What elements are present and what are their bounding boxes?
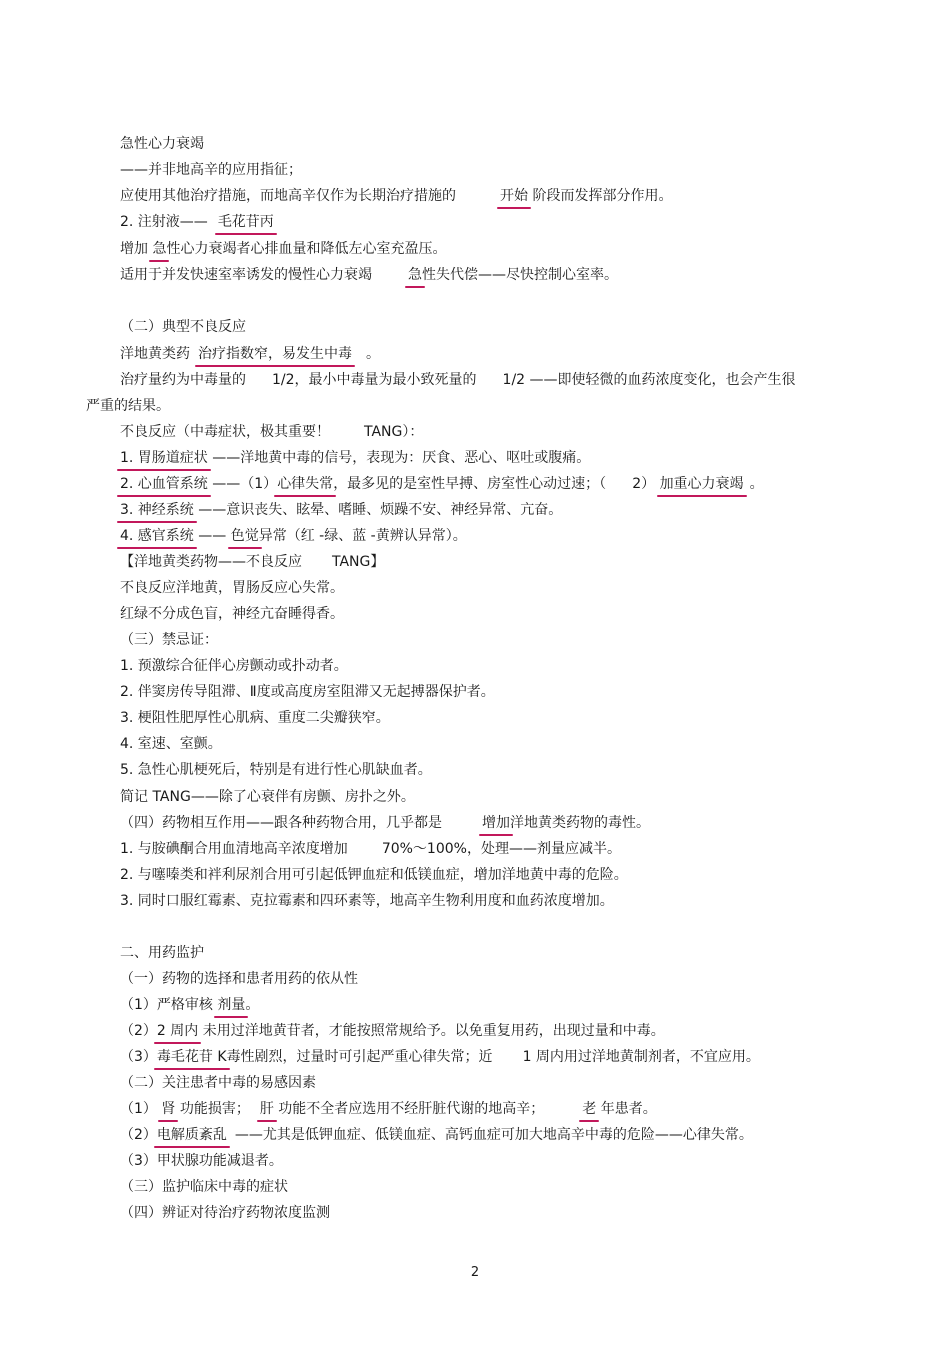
mnemonic-line: 红绿不分成色盲，神经亢奋睡得香。: [120, 606, 344, 622]
underlined-term: 毛花苷丙: [217, 214, 274, 230]
list-item: 4. 感官系统 —— 色觉异常（红 -绿、蓝 -黄辨认异常）。: [120, 528, 467, 544]
chapter-heading: 二、用药监护: [120, 945, 204, 961]
underlined-term: 2 周内: [156, 1023, 199, 1039]
list-item: （2）2 周内 未用过洋地黄苷者，才能按照常规给予。以免重复用药，出现过量和中毒。: [120, 1023, 665, 1039]
underlined-term: 4. 感官系统: [120, 528, 194, 544]
section-heading: （二）关注患者中毒的易感因素: [120, 1075, 316, 1091]
text-line: 治疗量约为中毒量的 1/2，最小中毒量为最小致死量的 1/2 ——即使轻微的血药浓度变化，也会产生很: [120, 372, 796, 388]
list-item: 3. 梗阻性肥厚性心肌病、重度二尖瓣狭窄。: [120, 710, 390, 726]
underlined-term: 色觉: [230, 528, 259, 544]
underlined-term: 1. 胃肠道症状: [120, 450, 208, 466]
section-heading: （一）药物的选择和患者用药的依从性: [120, 971, 358, 987]
list-item: 1. 胃肠道症状 ——洋地黄中毒的信号，表现为：厌食、恶心、呕吐或腹痛。: [120, 450, 591, 466]
underlined-term: 肾: [161, 1101, 176, 1117]
list-item: 1. 与胺碘酮合用血清地高辛浓度增加 70%～100%，处理——剂量应减半。: [120, 841, 621, 857]
underlined-term: 毒毛花苷 K: [156, 1049, 227, 1065]
mnemonic-line: 简记 TANG——除了心衰伴有房颤、房扑之外。: [120, 789, 415, 805]
list-item: 3. 同时口服红霉素、克拉霉素和四环素等，地高辛生物利用度和血药浓度增加。: [120, 893, 614, 909]
list-item: （3）毒毛花苷 K毒性剧烈，过量时可引起严重心律失常；近 1 周内用过洋地黄制剂者，不宜应用。: [120, 1049, 760, 1065]
section-heading: （四）辨证对待治疗药物浓度监测: [120, 1205, 330, 1221]
mnemonic-line: 不良反应洋地黄，胃肠反应心失常。: [120, 580, 344, 596]
underlined-term: 治疗指数窄，易发生中毒: [198, 346, 352, 362]
list-item: 4. 室速、室颤。: [120, 736, 222, 752]
underlined-term: 老: [582, 1101, 597, 1117]
section-heading: （四）药物相互作用——跟各种药物合用，几乎都是 增加洋地黄类药物的毒性。: [120, 815, 650, 831]
list-item: （3）甲状腺功能减退者。: [120, 1153, 283, 1169]
underlined-term: 开始: [500, 188, 528, 204]
text-line: 洋地黄类药 治疗指数窄，易发生中毒 。: [120, 346, 380, 362]
underlined-term: 肝: [259, 1101, 274, 1117]
list-item: （2）电解质紊乱 ——尤其是低钾血症、低镁血症、高钙血症可加大地高辛中毒的危险——心律失常。: [120, 1127, 753, 1143]
list-item: （1）严格审核 剂量。: [120, 997, 260, 1013]
text-line: 2. 注射液—— 毛花苷丙: [120, 214, 274, 230]
text-line: ——并非地高辛的应用指征；: [120, 162, 302, 178]
list-item: （1） 肾 功能损害； 肝 功能不全者应选用不经肝脏代谢的地高辛； 老 年患者。: [120, 1101, 657, 1117]
underlined-term: 2. 心血管系统: [120, 476, 208, 492]
text-line: 适用于并发快速室率诱发的慢性心力衰竭 急性失代偿——尽快控制心室率。: [120, 267, 618, 283]
mnemonic-heading: 【洋地黄类药物——不良反应 TANG】: [120, 554, 385, 570]
section-heading: （三）禁忌证：: [120, 632, 218, 648]
list-item: 2. 心血管系统 ——（1）心律失常，最多见的是室性早搏、房室性心动过速；（ 2） 加重心力衰竭 。: [120, 476, 764, 492]
section-title-acute-heart-failure: 急性心力衰竭: [120, 136, 204, 152]
list-item: 5. 急性心肌梗死后，特别是有进行性心肌缺血者。: [120, 762, 432, 778]
text-line: 不良反应（中毒症状，极其重要！ TANG）：: [120, 424, 424, 440]
page-number: 2: [470, 1265, 480, 1280]
underlined-term: 心律失常: [277, 476, 334, 492]
underlined-term: 剂量: [217, 997, 246, 1013]
list-item: 3. 神经系统 ——意识丧失、眩晕、嗜睡、烦躁不安、神经异常、亢奋。: [120, 502, 563, 518]
section-heading: （三）监护临床中毒的症状: [120, 1179, 288, 1195]
list-item: 1. 预激综合征伴心房颤动或扑动者。: [120, 658, 348, 674]
underlined-term: 电解质紊乱: [156, 1127, 227, 1143]
underlined-term: 急: [152, 241, 167, 257]
underlined-term: 加重心力衰竭: [659, 476, 744, 492]
text-line: 增加 急性心力衰竭者心排血量和降低左心室充盈压。: [120, 241, 447, 257]
underlined-term: 急: [408, 267, 422, 283]
text-line: 严重的结果。: [86, 398, 170, 414]
section-heading: （二）典型不良反应: [120, 319, 246, 335]
list-item: 2. 与噻嗪类和袢利尿剂合用可引起低钾血症和低镁血症，增加洋地黄中毒的危险。: [120, 867, 628, 883]
underlined-term: 3. 神经系统: [120, 502, 194, 518]
text-line: 应使用其他治疗措施，而地高辛仅作为长期治疗措施的 开始 阶段而发挥部分作用。: [120, 188, 673, 204]
list-item: 2. 伴窦房传导阻滞、Ⅱ度或高度房室阻滞又无起搏器保护者。: [120, 684, 495, 700]
underlined-term: 增加: [482, 815, 510, 831]
